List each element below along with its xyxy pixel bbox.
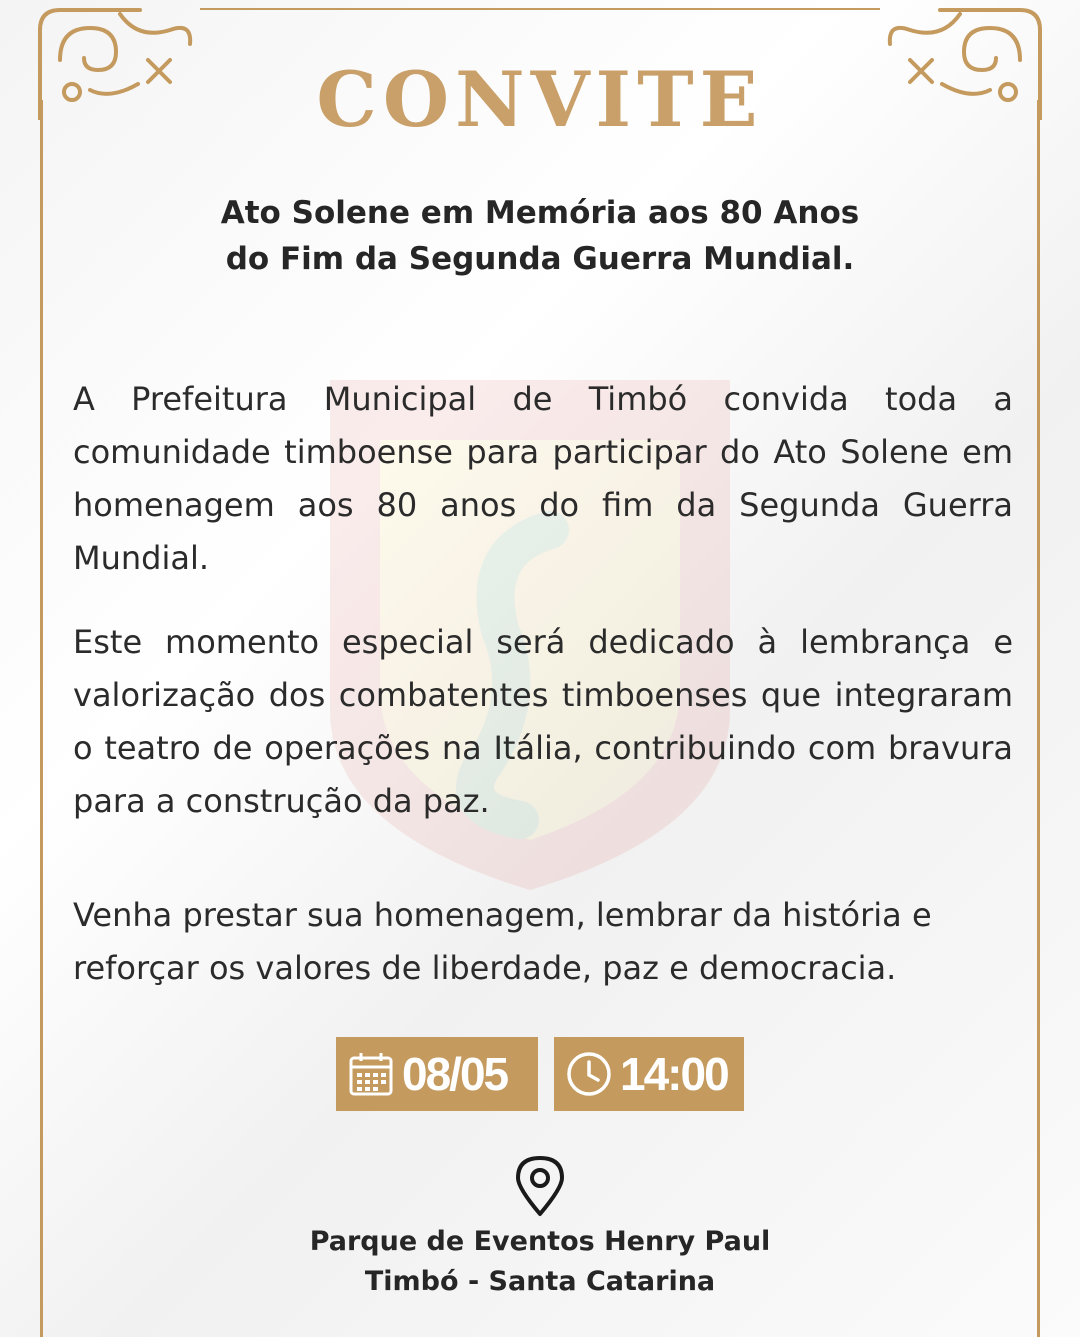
event-subtitle bbox=[0, 190, 1080, 282]
paragraph-tribute: Este momento especial será dedicado à lembrança e valorização dos combatentes timboenses que integraram o teatro de operações na Itália, contribuindo com bravura para a construção da paz. bbox=[73, 623, 1013, 820]
event-time: 14:00 bbox=[620, 1048, 728, 1100]
time-badge bbox=[554, 1037, 744, 1111]
subtitle-line-1: Ato Solene em Memória aos 80 Anos bbox=[220, 195, 860, 231]
invitation-title: CONVITE bbox=[316, 55, 764, 144]
event-date: 08/05 bbox=[402, 1048, 508, 1100]
closing-line-2: reforçar os valores de liberdade, paz e democracia. bbox=[73, 949, 897, 987]
location-venue: Parque de Eventos Henry Paul bbox=[309, 1226, 771, 1257]
frame-border-top bbox=[200, 8, 880, 10]
calendar-icon bbox=[346, 1049, 396, 1099]
location-city: Timbó - Santa Catarina bbox=[364, 1266, 716, 1297]
event-datetime bbox=[0, 1037, 1080, 1111]
frame-border-left bbox=[40, 100, 43, 1337]
date-badge bbox=[336, 1037, 538, 1111]
map-pin-icon bbox=[512, 1154, 568, 1218]
closing-line-1: Venha prestar sua homenagem, lembrar da história e bbox=[73, 896, 932, 934]
paragraph-invitation: A Prefeitura Municipal de Timbó convida toda a comunidade timboense para participar do Ato Solene em homenagem aos 80 anos do fim da Segunda Guerra Mundial. bbox=[73, 380, 1013, 577]
event-location bbox=[0, 1222, 1080, 1302]
subtitle-line-2: do Fim da Segunda Guerra Mundial. bbox=[225, 241, 855, 277]
clock-icon bbox=[564, 1049, 614, 1099]
frame-border-right bbox=[1037, 100, 1040, 1337]
paragraph-closing bbox=[73, 889, 1013, 995]
